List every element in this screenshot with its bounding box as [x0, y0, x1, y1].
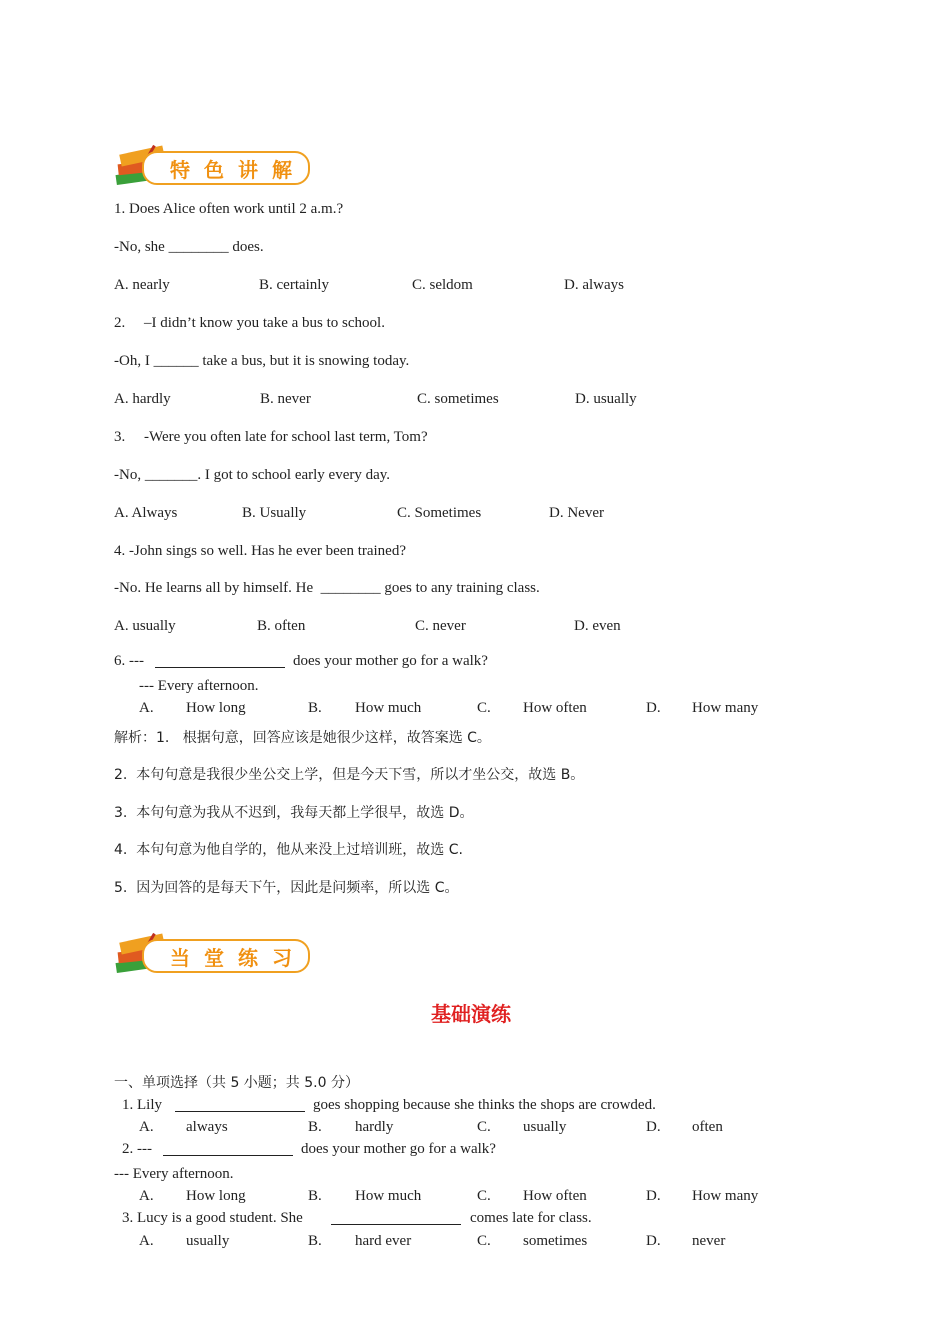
exercise-2-stem-pre: 2. --- [122, 1141, 152, 1157]
exercise-2-option-b: How much [355, 1188, 422, 1204]
exercise-3-option-d: never [692, 1233, 726, 1249]
exercise-2-option-a: How long [186, 1188, 246, 1204]
question-3-option-b: B. Usually [242, 505, 307, 521]
exercise-1-stem-post: goes shopping because she thinks the shops are crowded. [313, 1097, 656, 1113]
question-2-option-d: D. usually [575, 391, 637, 407]
question-1-option-a: A. nearly [114, 277, 170, 293]
exercise-1-option-d: often [692, 1119, 723, 1135]
exercise-3-letter-d: D. [646, 1233, 661, 1249]
exercise-3-letter-b: B. [308, 1233, 322, 1249]
exercise-3-stem-post: comes late for class. [470, 1210, 592, 1226]
question-6-option-d: How many [692, 700, 759, 716]
exercise-2-reply: --- Every afternoon. [114, 1166, 234, 1182]
exercise-3-letter-c: C. [477, 1233, 491, 1249]
question-4-option-b: B. often [257, 618, 306, 634]
exercise-1-letter-b: B. [308, 1119, 322, 1135]
exercise-1-letter-c: C. [477, 1119, 491, 1135]
exercise-1-option-b: hardly [355, 1119, 394, 1135]
question-4-option-a: A. usually [114, 618, 176, 634]
analysis-line-4: 4. 本句句意为他自学的，他从来没上过培训班，故选 C. [114, 842, 463, 858]
exercise-3-stem-pre: 3. Lucy is a good student. She [122, 1210, 303, 1226]
exercise-2-letter-a: A. [139, 1188, 154, 1204]
question-2-stem: 2. –I didn’t know you take a bus to school. [114, 315, 385, 331]
analysis-line-5: 5. 因为回答的是每天下午，因此是问频率，所以选 C。 [114, 880, 459, 896]
question-3-option-c: C. Sometimes [397, 505, 482, 521]
exercise-1-option-c: usually [523, 1119, 567, 1135]
question-6-letter-d: D. [646, 700, 661, 716]
exercise-1-stem-pre: 1. Lily [122, 1097, 162, 1113]
question-6-option-c: How often [523, 700, 587, 716]
exercise-1-blank [175, 1097, 305, 1117]
question-6-blank [155, 653, 285, 673]
question-6-option-b: How much [355, 700, 422, 716]
analysis-line-1: 解析：1. 根据句意，回答应该是她很少这样，故答案选 C。 [114, 730, 491, 746]
exercise-2-letter-c: C. [477, 1188, 491, 1204]
exercise-1-option-a: always [186, 1119, 228, 1135]
question-1-option-d: D. always [564, 277, 624, 293]
question-1-option-c: C. seldom [412, 277, 473, 293]
question-3-stem: 3. -Were you often late for school last term, Tom? [114, 429, 428, 445]
exercise-3-letter-a: A. [139, 1233, 154, 1249]
exercise-2-blank [163, 1141, 293, 1161]
question-4-stem: 4. -John sings so well. Has he ever been trained? [114, 543, 407, 559]
exercise-3-option-a: usually [186, 1233, 230, 1249]
question-3-answer: -No, _______. I got to school early every day. [114, 467, 391, 483]
exercise-2-letter-d: D. [646, 1188, 661, 1204]
exercise-3-blank [331, 1210, 461, 1230]
question-1-answer: -No, she ________ does. [114, 239, 264, 255]
question-1-stem: 1. Does Alice often work until 2 a.m.? [114, 201, 344, 217]
exercise-2-letter-b: B. [308, 1188, 322, 1204]
question-4-option-c: C. never [415, 618, 466, 634]
banner-featured [112, 142, 312, 194]
banner-title: 当堂练习 [170, 946, 306, 970]
part-heading: 一、单项选择（共 5 小题；共 5.0 分） [114, 1075, 359, 1091]
question-6-letter-a: A. [139, 700, 154, 716]
banner-practice [112, 930, 312, 982]
exercise-3-option-b: hard ever [355, 1233, 412, 1249]
question-3-option-d: D. Never [549, 505, 604, 521]
analysis-line-3: 3. 本句句意为我从不迟到，我每天都上学很早，故选 D。 [114, 805, 474, 821]
question-4-option-d: D. even [574, 618, 621, 634]
question-2-answer: -Oh, I ______ take a bus, but it is snowing today. [114, 353, 410, 369]
exercise-1-letter-a: A. [139, 1119, 154, 1135]
question-2-option-b: B. never [260, 391, 311, 407]
exercise-2-option-c: How often [523, 1188, 587, 1204]
question-6-option-a: How long [186, 700, 246, 716]
exercise-1-letter-d: D. [646, 1119, 661, 1135]
question-6-reply: --- Every afternoon. [139, 678, 259, 694]
banner-title: 特色讲解 [170, 158, 306, 182]
question-2-option-a: A. hardly [114, 391, 171, 407]
exercise-2-stem-post: does your mother go for a walk? [301, 1141, 496, 1157]
exercise-3-option-c: sometimes [523, 1233, 588, 1249]
question-4-answer: -No. He learns all by himself. He ________ goes to any training class. [114, 580, 540, 596]
question-6-number: 6. --- [114, 653, 144, 669]
question-2-option-c: C. sometimes [417, 391, 499, 407]
section-title: 基础演练 [431, 1002, 511, 1026]
question-3-option-a: A. Always [114, 505, 178, 521]
question-6-stem: does your mother go for a walk? [293, 653, 488, 669]
question-6-letter-c: C. [477, 700, 491, 716]
analysis-line-2: 2. 本句句意是我很少坐公交上学，但是今天下雪，所以才坐公交，故选 B。 [114, 767, 585, 783]
question-1-option-b: B. certainly [259, 277, 329, 293]
exercise-2-option-d: How many [692, 1188, 759, 1204]
question-6-letter-b: B. [308, 700, 322, 716]
